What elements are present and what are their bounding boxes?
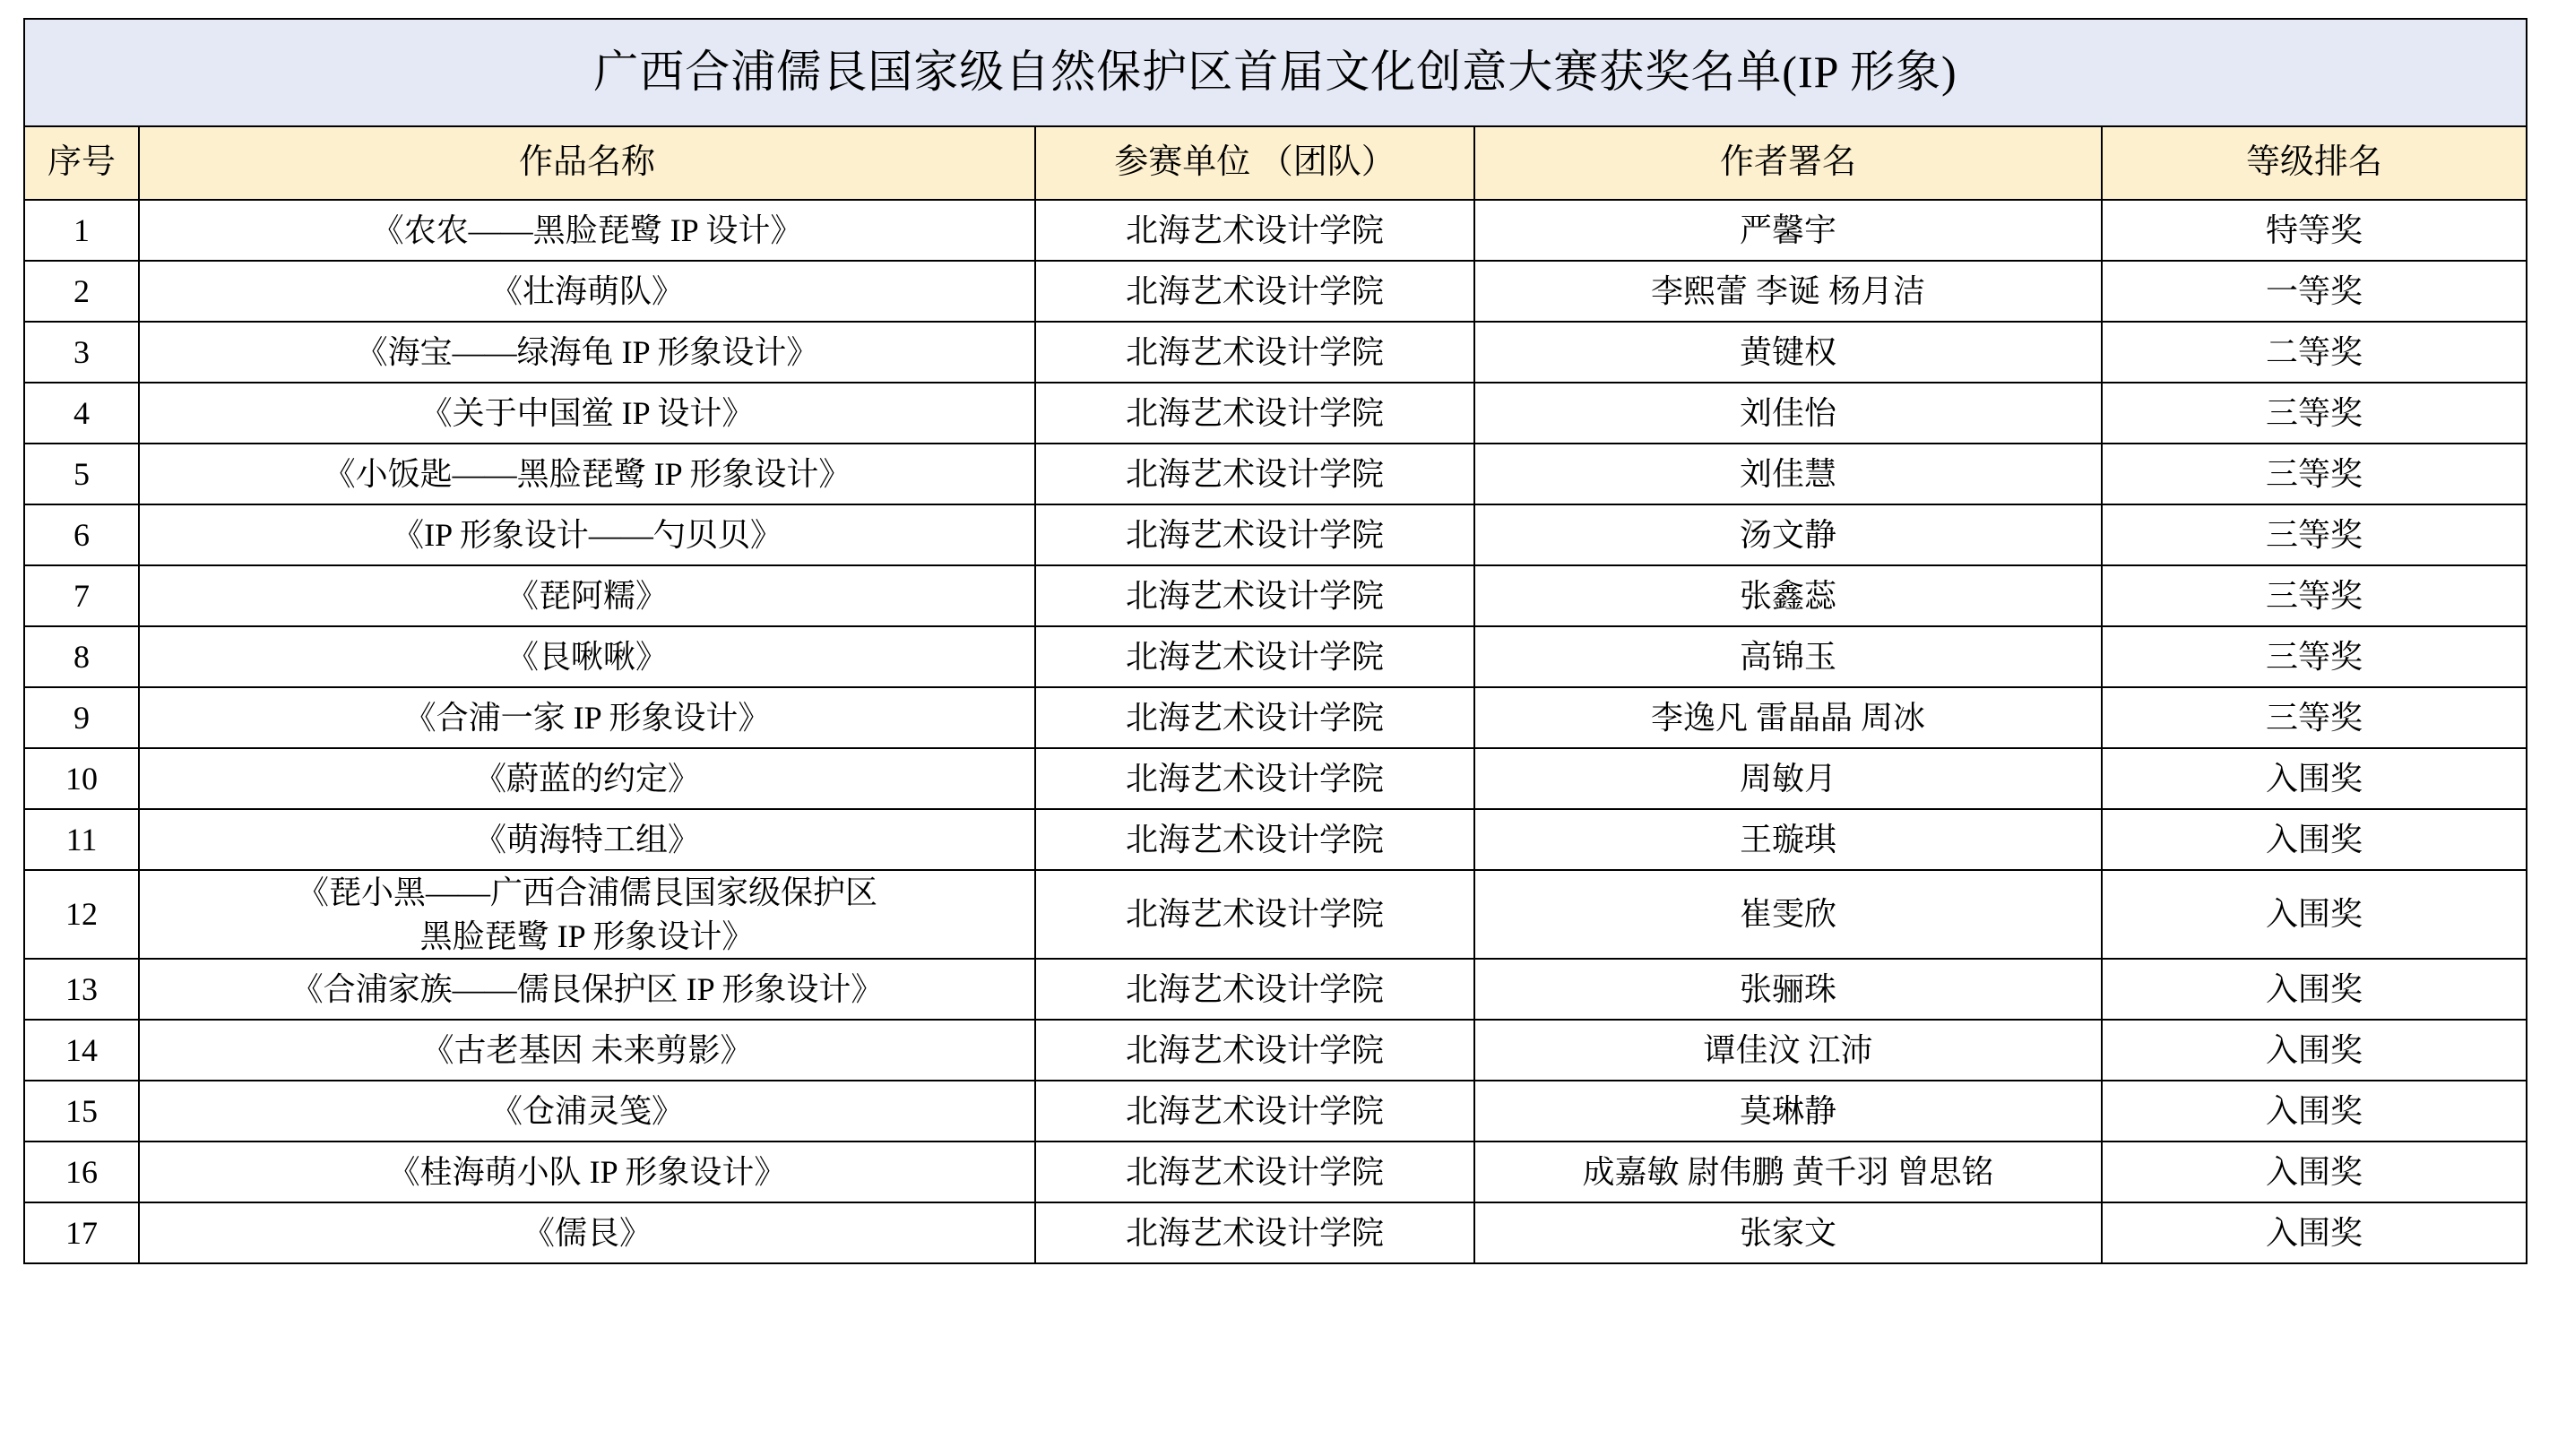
cell-rank: 二等奖 bbox=[2102, 322, 2527, 383]
header-row bbox=[24, 126, 2527, 200]
cell-work: 《小饭匙——黑脸琵鹭 IP 形象设计》 bbox=[139, 444, 1035, 504]
cell-author: 周敏月 bbox=[1474, 748, 2102, 809]
cell-rank: 入围奖 bbox=[2102, 748, 2527, 809]
cell-unit: 北海艺术设计学院 bbox=[1035, 1081, 1474, 1142]
cell-unit: 北海艺术设计学院 bbox=[1035, 1202, 1474, 1263]
cell-work: 《关于中国鲎 IP 设计》 bbox=[139, 383, 1035, 444]
cell-unit: 北海艺术设计学院 bbox=[1035, 1020, 1474, 1081]
cell-rank: 入围奖 bbox=[2102, 959, 2527, 1020]
cell-index: 9 bbox=[24, 687, 139, 748]
table-row bbox=[24, 383, 2527, 444]
cell-index: 4 bbox=[24, 383, 139, 444]
cell-rank: 三等奖 bbox=[2102, 687, 2527, 748]
cell-work: 《壮海萌队》 bbox=[139, 261, 1035, 322]
cell-unit: 北海艺术设计学院 bbox=[1035, 626, 1474, 687]
cell-work: 《农农——黑脸琵鹭 IP 设计》 bbox=[139, 200, 1035, 261]
table-row bbox=[24, 959, 2527, 1020]
cell-unit: 北海艺术设计学院 bbox=[1035, 959, 1474, 1020]
table-row bbox=[24, 565, 2527, 626]
cell-rank: 三等奖 bbox=[2102, 504, 2527, 565]
cell-rank: 入围奖 bbox=[2102, 1202, 2527, 1263]
table-row bbox=[24, 687, 2527, 748]
table-row bbox=[24, 1081, 2527, 1142]
column-header-author: 作者署名 bbox=[1474, 126, 2102, 200]
cell-rank: 三等奖 bbox=[2102, 626, 2527, 687]
cell-index: 16 bbox=[24, 1142, 139, 1202]
cell-index: 6 bbox=[24, 504, 139, 565]
award-list-table bbox=[23, 18, 2527, 1264]
cell-rank: 入围奖 bbox=[2102, 870, 2527, 959]
table-row bbox=[24, 870, 2527, 959]
column-header-index: 序号 bbox=[24, 126, 139, 200]
cell-work: 《古老基因 未来剪影》 bbox=[139, 1020, 1035, 1081]
cell-unit: 北海艺术设计学院 bbox=[1035, 687, 1474, 748]
cell-work: 《萌海特工组》 bbox=[139, 809, 1035, 870]
cell-rank: 入围奖 bbox=[2102, 809, 2527, 870]
title-row bbox=[24, 19, 2527, 126]
cell-unit: 北海艺术设计学院 bbox=[1035, 748, 1474, 809]
cell-rank: 入围奖 bbox=[2102, 1142, 2527, 1202]
cell-unit: 北海艺术设计学院 bbox=[1035, 200, 1474, 261]
table-row bbox=[24, 626, 2527, 687]
cell-work: 《合浦一家 IP 形象设计》 bbox=[139, 687, 1035, 748]
cell-index: 5 bbox=[24, 444, 139, 504]
cell-author: 张骊珠 bbox=[1474, 959, 2102, 1020]
cell-index: 3 bbox=[24, 322, 139, 383]
cell-work: 《桂海萌小队 IP 形象设计》 bbox=[139, 1142, 1035, 1202]
cell-author: 高锦玉 bbox=[1474, 626, 2102, 687]
cell-author: 莫琳静 bbox=[1474, 1081, 2102, 1142]
cell-index: 17 bbox=[24, 1202, 139, 1263]
cell-work: 《蔚蓝的约定》 bbox=[139, 748, 1035, 809]
cell-author: 刘佳慧 bbox=[1474, 444, 2102, 504]
cell-unit: 北海艺术设计学院 bbox=[1035, 261, 1474, 322]
cell-author: 张家文 bbox=[1474, 1202, 2102, 1263]
table-row bbox=[24, 1202, 2527, 1263]
table-row bbox=[24, 1020, 2527, 1081]
cell-index: 10 bbox=[24, 748, 139, 809]
cell-rank: 三等奖 bbox=[2102, 565, 2527, 626]
page-title: 广西合浦儒艮国家级自然保护区首届文化创意大赛获奖名单(IP 形象) bbox=[24, 19, 2527, 126]
cell-author: 王璇琪 bbox=[1474, 809, 2102, 870]
cell-author: 张鑫蕊 bbox=[1474, 565, 2102, 626]
cell-author: 谭佳汶 江沛 bbox=[1474, 1020, 2102, 1081]
cell-unit: 北海艺术设计学院 bbox=[1035, 565, 1474, 626]
cell-index: 7 bbox=[24, 565, 139, 626]
cell-work: 《仓浦灵笺》 bbox=[139, 1081, 1035, 1142]
cell-author: 成嘉敏 尉伟鹏 黄千羽 曾思铭 bbox=[1474, 1142, 2102, 1202]
cell-index: 15 bbox=[24, 1081, 139, 1142]
cell-index: 13 bbox=[24, 959, 139, 1020]
cell-index: 8 bbox=[24, 626, 139, 687]
cell-author: 崔雯欣 bbox=[1474, 870, 2102, 959]
cell-unit: 北海艺术设计学院 bbox=[1035, 870, 1474, 959]
table-row bbox=[24, 1142, 2527, 1202]
cell-author: 李逸凡 雷晶晶 周冰 bbox=[1474, 687, 2102, 748]
cell-work: 《IP 形象设计——勺贝贝》 bbox=[139, 504, 1035, 565]
cell-rank: 入围奖 bbox=[2102, 1020, 2527, 1081]
column-header-rank: 等级排名 bbox=[2102, 126, 2527, 200]
table-row bbox=[24, 748, 2527, 809]
cell-author: 李熙蕾 李诞 杨月洁 bbox=[1474, 261, 2102, 322]
cell-work: 《琵阿糯》 bbox=[139, 565, 1035, 626]
cell-index: 14 bbox=[24, 1020, 139, 1081]
cell-author: 严馨宇 bbox=[1474, 200, 2102, 261]
cell-rank: 入围奖 bbox=[2102, 1081, 2527, 1142]
cell-rank: 三等奖 bbox=[2102, 444, 2527, 504]
column-header-work: 作品名称 bbox=[139, 126, 1035, 200]
cell-rank: 三等奖 bbox=[2102, 383, 2527, 444]
cell-unit: 北海艺术设计学院 bbox=[1035, 809, 1474, 870]
table-row bbox=[24, 261, 2527, 322]
cell-unit: 北海艺术设计学院 bbox=[1035, 504, 1474, 565]
cell-index: 11 bbox=[24, 809, 139, 870]
table-body bbox=[24, 19, 2527, 1263]
cell-author: 汤文静 bbox=[1474, 504, 2102, 565]
cell-author: 黄键权 bbox=[1474, 322, 2102, 383]
cell-work: 《儒艮》 bbox=[139, 1202, 1035, 1263]
column-header-unit: 参赛单位 （团队） bbox=[1035, 126, 1474, 200]
table-row bbox=[24, 200, 2527, 261]
table-row bbox=[24, 809, 2527, 870]
table-row bbox=[24, 322, 2527, 383]
cell-index: 1 bbox=[24, 200, 139, 261]
cell-author: 刘佳怡 bbox=[1474, 383, 2102, 444]
cell-index: 12 bbox=[24, 870, 139, 959]
table-row bbox=[24, 504, 2527, 565]
cell-unit: 北海艺术设计学院 bbox=[1035, 1142, 1474, 1202]
table-row bbox=[24, 444, 2527, 504]
cell-rank: 一等奖 bbox=[2102, 261, 2527, 322]
cell-work: 《合浦家族——儒艮保护区 IP 形象设计》 bbox=[139, 959, 1035, 1020]
cell-unit: 北海艺术设计学院 bbox=[1035, 444, 1474, 504]
cell-index: 2 bbox=[24, 261, 139, 322]
cell-work: 《海宝——绿海龟 IP 形象设计》 bbox=[139, 322, 1035, 383]
cell-work: 《艮啾啾》 bbox=[139, 626, 1035, 687]
cell-work: 《琵小黑——广西合浦儒艮国家级保护区 黑脸琵鹭 IP 形象设计》 bbox=[139, 870, 1035, 959]
cell-unit: 北海艺术设计学院 bbox=[1035, 322, 1474, 383]
cell-unit: 北海艺术设计学院 bbox=[1035, 383, 1474, 444]
cell-rank: 特等奖 bbox=[2102, 200, 2527, 261]
